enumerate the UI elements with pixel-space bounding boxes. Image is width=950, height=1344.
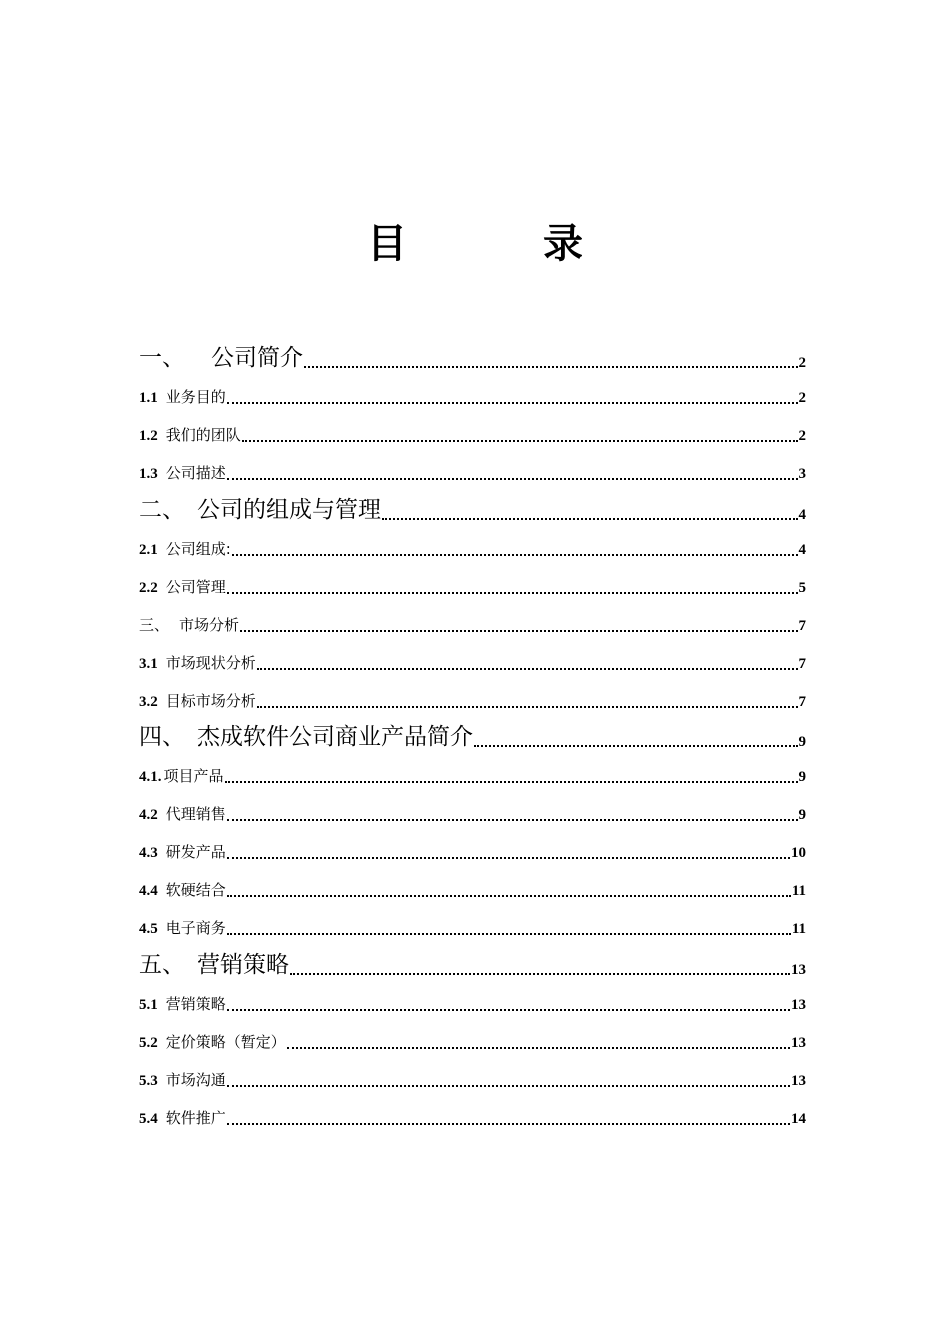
toc-entry-page: 13 (791, 1035, 806, 1051)
toc-entry-page: 14 (791, 1111, 806, 1127)
toc-entry[interactable] (139, 653, 806, 673)
toc-entry[interactable] (139, 691, 806, 711)
toc-entry-number: 1.3 (139, 466, 158, 482)
toc-entry-page: 4 (798, 542, 806, 558)
toc-entry[interactable] (139, 539, 806, 559)
toc-leader-dots (227, 402, 798, 404)
toc-entry-number: 三、 (139, 616, 170, 634)
toc-leader-dots (290, 973, 790, 975)
toc-entry-label: 市场沟通 (165, 1071, 226, 1089)
toc-leader-dots (242, 440, 798, 442)
toc-leader-dots (227, 857, 790, 859)
toc-entry-number: 二、 (139, 497, 185, 523)
toc-entry[interactable] (139, 577, 806, 597)
toc-entry-page: 11 (791, 921, 806, 937)
toc-leader-dots (304, 366, 798, 368)
toc-leader-dots (225, 781, 798, 783)
toc-entry-label: 软硬结合 (165, 881, 226, 899)
toc-leader-dots (227, 1009, 790, 1011)
toc-entry-label: 我们的团队 (165, 426, 241, 444)
toc-entry-number: 1.1 (139, 390, 158, 406)
toc-entry-number: 5.2 (139, 1035, 158, 1051)
toc-entry[interactable] (139, 1108, 806, 1128)
toc-entry-page: 3 (798, 466, 806, 482)
toc-entry[interactable] (139, 615, 806, 635)
toc-entry-label: 公司的组成与管理 (197, 497, 381, 523)
toc-entry-number: 4.1. (139, 769, 162, 785)
toc-entry-number: 3.2 (139, 694, 158, 710)
toc-entry[interactable] (139, 721, 806, 751)
toc-entry-label: 公司组成: (165, 540, 231, 558)
toc-entry-number: 5.1 (139, 997, 158, 1013)
toc-entry[interactable] (139, 949, 806, 979)
toc-entry-page: 9 (798, 734, 806, 750)
toc-entry-label: 业务目的 (165, 388, 226, 406)
toc-entry-label: 代理销售 (165, 805, 226, 823)
toc-leader-dots (240, 630, 797, 632)
toc-entry-page: 9 (798, 769, 806, 785)
toc-entry-page: 7 (798, 618, 806, 634)
toc-entry-number: 5.3 (139, 1073, 158, 1089)
toc-leader-dots (227, 895, 791, 897)
toc-entry-number: 4.3 (139, 845, 158, 861)
toc-entry-label: 项目产品 (163, 767, 224, 785)
toc-entry-label: 电子商务 (165, 919, 226, 937)
toc-entry[interactable] (139, 463, 806, 483)
toc-entry-page: 7 (798, 694, 806, 710)
toc-entry-number: 1.2 (139, 428, 158, 444)
toc-entry-page: 9 (798, 807, 806, 823)
toc-entry-label: 公司简介 (211, 345, 303, 371)
toc-entry-number: 2.1 (139, 542, 158, 558)
toc-leader-dots (227, 478, 798, 480)
toc-entry-page: 11 (791, 883, 806, 899)
toc-leader-dots (227, 819, 798, 821)
toc-entry-label: 公司管理 (165, 578, 226, 596)
toc-entry-label: 市场分析 (179, 616, 240, 634)
toc-entry-page: 13 (791, 1073, 806, 1089)
page-title: 目 录 (367, 221, 631, 267)
toc-entry-number: 4.4 (139, 883, 158, 899)
toc-entry-page: 5 (798, 580, 806, 596)
toc-entry[interactable] (139, 1032, 806, 1052)
toc-leader-dots (257, 668, 798, 670)
toc-leader-dots (227, 1085, 790, 1087)
toc-entry[interactable] (139, 1070, 806, 1090)
toc-entry-page: 13 (791, 997, 806, 1013)
toc-entry-number: 一、 (139, 345, 185, 371)
toc-entry-label: 杰成软件公司商业产品简介 (197, 724, 473, 750)
toc-entry[interactable] (139, 880, 806, 900)
toc-entry-number: 3.1 (139, 656, 158, 672)
toc-entry-label: 市场现状分析 (165, 654, 256, 672)
toc-entry-page: 4 (798, 507, 806, 523)
toc-entry[interactable] (139, 804, 806, 824)
toc-entry-page: 2 (798, 390, 806, 406)
toc-leader-dots (227, 933, 791, 935)
toc-entry[interactable] (139, 387, 806, 407)
toc-entry-label: 研发产品 (165, 843, 226, 861)
toc-entry-label: 定价策略（暂定） (165, 1033, 286, 1051)
toc-leader-dots (227, 1123, 790, 1125)
toc-entry[interactable] (139, 342, 806, 372)
toc-entry[interactable] (139, 842, 806, 862)
toc-entry-page: 13 (791, 962, 806, 978)
toc-entry-page: 2 (798, 428, 806, 444)
toc-leader-dots (474, 745, 798, 747)
toc-entry[interactable] (139, 494, 806, 524)
toc-entry-number: 4.2 (139, 807, 158, 823)
toc-leader-dots (232, 554, 798, 556)
toc-entry-number: 5.4 (139, 1111, 158, 1127)
toc-entry-number: 2.2 (139, 580, 158, 596)
toc-entry-label: 营销策略 (197, 952, 289, 978)
toc-entry-page: 7 (798, 656, 806, 672)
toc-entry-label: 营销策略 (165, 995, 226, 1013)
toc-entry-label: 软件推广 (165, 1109, 226, 1127)
toc-leader-dots (287, 1047, 790, 1049)
toc-entry-page: 10 (791, 845, 806, 861)
toc-entry-page: 2 (798, 355, 806, 371)
toc-entry-number: 四、 (139, 724, 185, 750)
toc-entry[interactable] (139, 918, 806, 938)
toc-entry-number: 五、 (139, 952, 185, 978)
toc-entry-number: 4.5 (139, 921, 158, 937)
toc-leader-dots (382, 518, 798, 520)
toc-entry[interactable] (139, 425, 806, 445)
toc-leader-dots (227, 592, 798, 594)
toc-leader-dots (257, 706, 798, 708)
toc-entry-label: 公司描述 (165, 464, 226, 482)
toc-entry-label: 目标市场分析 (165, 692, 256, 710)
toc-entry[interactable] (139, 766, 806, 786)
toc-entry[interactable] (139, 994, 806, 1014)
